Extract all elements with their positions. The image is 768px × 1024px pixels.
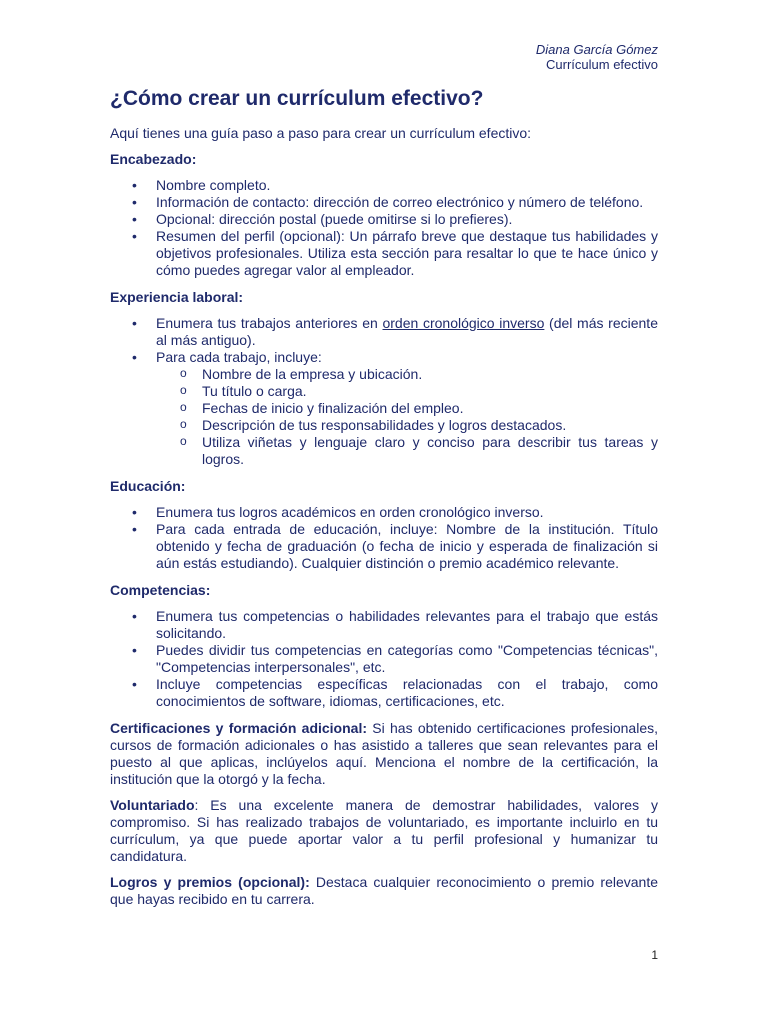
competencias-list	[110, 608, 658, 710]
experiencia-sublist	[156, 366, 658, 468]
educacion-list	[110, 504, 658, 572]
document-body	[110, 86, 658, 917]
voluntariado-label: Voluntariado	[110, 797, 195, 813]
orden-cronologico-link[interactable]: orden cronológico inverso	[382, 315, 545, 331]
intro-paragraph: Aquí tienes una guía paso a paso para crear un currículum efectivo:	[110, 125, 532, 141]
list-item: • Enumera tus competencias o habilidades relevantes para el trabajo que estás solicitando.	[110, 608, 658, 642]
voluntariado-text: : Es una excelente manera de demostrar habilidades, valores y compromiso. Si has realizado trabajos de voluntariado, es importante incluirlo en tu currículum, ya que puede aportar valor a tu perfil profesional y humanizar tu candidatura.	[110, 797, 658, 864]
list-item: • Nombre completo.	[110, 177, 658, 194]
section-heading-experiencia: Experiencia laboral:	[110, 289, 244, 305]
sublist-item: o Descripción de tus responsabilidades y logros destacados.	[156, 417, 658, 434]
list-item-text: Enumera tus trabajos anteriores en	[156, 315, 383, 331]
logros-label: Logros y premios (opcional):	[110, 874, 310, 890]
list-item-text: (del más reciente al más antiguo).	[156, 315, 658, 348]
page-header	[536, 42, 658, 72]
sublist-item: o Fechas de inicio y finalización del empleo.	[156, 400, 658, 417]
list-item: • Opcional: dirección postal (puede omitirse si lo prefieres).	[110, 211, 658, 228]
list-item-text: Para cada trabajo, incluye:	[156, 349, 322, 365]
list-item	[110, 315, 658, 349]
experiencia-list	[110, 315, 658, 468]
certificaciones-text: Si has obtenido certificaciones profesionales, cursos de formación adicionales o has asistido a talleres que sean relevantes para el puesto al que aplicas, inclúyelos aquí. Menciona el nombre de la certificación, la institución que la otorgó y la fecha.	[110, 720, 658, 787]
list-item: • Puedes dividir tus competencias en categorías como "Competencias técnicas", "Competencias interpersonales", etc.	[110, 642, 658, 676]
sublist-item: o Tu título o carga.	[156, 383, 658, 400]
page-number: 1	[651, 948, 658, 962]
list-item: • Enumera tus logros académicos en orden cronológico inverso.	[110, 504, 658, 521]
certificaciones-paragraph	[110, 720, 658, 788]
sublist-item: o Utiliza viñetas y lenguaje claro y conciso para describir tus tareas y logros.	[156, 434, 658, 468]
logros-paragraph	[110, 874, 658, 908]
list-item: • Incluye competencias específicas relacionadas con el trabajo, como conocimientos de software, idiomas, certificaciones, etc.	[110, 676, 658, 710]
list-item	[110, 349, 658, 468]
header-doc-title: Currículum efectivo	[546, 57, 658, 72]
logros-text: Destaca cualquier reconocimiento o premio relevante que hayas recibido en tu carrera.	[110, 874, 658, 907]
header-author: Diana García Gómez	[535, 42, 658, 57]
list-item: • Información de contacto: dirección de correo electrónico y número de teléfono.	[110, 194, 658, 211]
list-item: • Para cada entrada de educación, incluye: Nombre de la institución. Título obtenido y fecha de graduación (o fecha de inicio y esperada de finalización si aún estás estudiando). Cualquier distinción o premio académico relevante.	[110, 521, 658, 572]
voluntariado-paragraph	[110, 797, 658, 865]
page-title: ¿Cómo crear un currículum efectivo?	[110, 87, 484, 110]
section-heading-competencias: Competencias:	[110, 582, 211, 598]
sublist-item: o Nombre de la empresa y ubicación.	[156, 366, 658, 383]
section-heading-encabezado: Encabezado:	[110, 151, 197, 167]
section-heading-educacion: Educación:	[110, 478, 186, 494]
encabezado-list	[110, 177, 658, 279]
list-item: • Resumen del perfil (opcional): Un párrafo breve que destaque tus habilidades y objetivos profesionales. Utiliza esta sección para resaltar lo que te hace único y cómo puedes agregar valor al empleador.	[110, 228, 658, 279]
certificaciones-label: Certificaciones y formación adicional:	[110, 720, 368, 736]
